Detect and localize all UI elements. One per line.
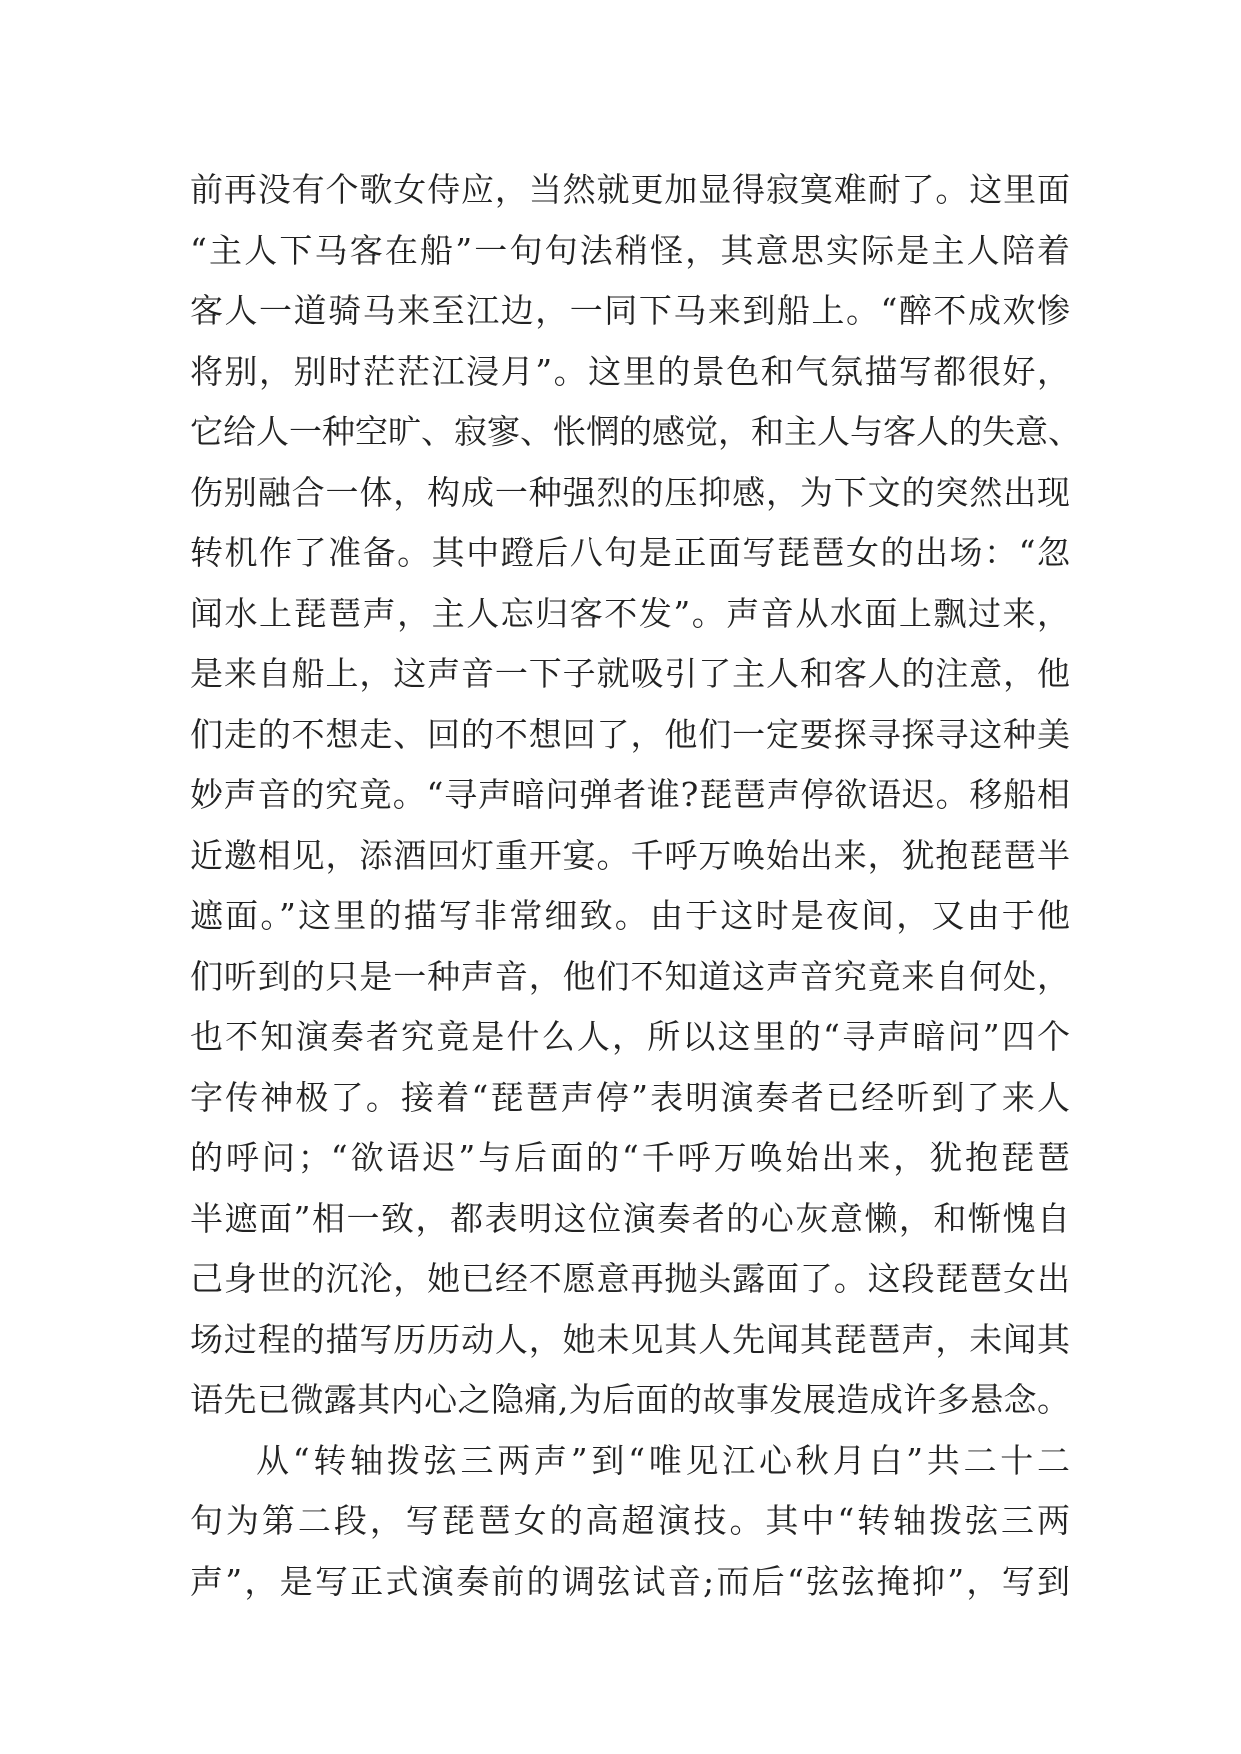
text-line: 己身世的沉沦，她已经不愿意再抛头露面了。这段琵琶女出 <box>190 1259 1070 1298</box>
text-line: 的呼问；“欲语迟”与后面的“千呼万唤始出来，犹抱琵琶 <box>190 1138 1070 1177</box>
text-line: 闻水上琵琶声，主人忘归客不发”。声音从水面上飘过来， <box>190 593 1070 633</box>
text-line: 声”，是写正式演奏前的调弦试音;而后“弦弦掩抑”，写到 <box>190 1561 1070 1601</box>
text-line: 近邀相见，添酒回灯重开宴。千呼万唤始出来，犹抱琵琶半 <box>190 835 1070 875</box>
text-line: 妙声音的究竟。“寻声暗问弹者谁?琵琶声停欲语迟。移船相 <box>190 775 1070 814</box>
text-line: 们走的不想走、回的不想回了，他们一定要探寻探寻这种美 <box>190 714 1070 754</box>
text-line: 是来自船上，这声音一下子就吸引了主人和客人的注意，他 <box>190 654 1070 693</box>
text-line: 客人一道骑马来至江边，一同下马来到船上。“醉不成欢惨 <box>190 291 1070 330</box>
text-line: 字传神极了。接着“琵琶声停”表明演奏者已经听到了来人 <box>190 1077 1070 1117</box>
text-line: 也不知演奏者究竟是什么人，所以这里的“寻声暗问”四个 <box>190 1017 1070 1056</box>
text-line: 半遮面”相一致，都表明这位演奏者的心灰意懒，和惭愧自 <box>190 1198 1070 1238</box>
text-line: 它给人一种空旷、寂寥、怅惘的感觉，和主人与客人的失意、 <box>190 412 1081 451</box>
text-line: 将别，别时茫茫江浸月”。这里的景色和气氛描写都很好， <box>190 351 1070 391</box>
text-line: 语先已微露其内心之隐痛,为后面的故事发展造成许多悬念。 <box>190 1380 1070 1419</box>
paragraph-1 <box>190 160 1081 1431</box>
body-text <box>190 160 1081 1612</box>
text-line: 场过程的描写历历动人，她未见其人先闻其琵琶声，未闻其 <box>190 1319 1070 1359</box>
text-line: 们听到的只是一种声音，他们不知道这声音究竟来自何处， <box>190 956 1070 996</box>
text-line: 遮面。”这里的描写非常细致。由于这时是夜间，又由于他 <box>190 896 1070 935</box>
text-line: 句为第二段，写琵琶女的高超演技。其中“转轴拨弦三两 <box>190 1501 1070 1540</box>
paragraph-2 <box>190 1431 1070 1613</box>
text-line: 从“转轴拨弦三两声”到“唯见江心秋月白”共二十二 <box>256 1440 1070 1480</box>
text-line: 伤别融合一体，构成一种强烈的压抑感，为下文的突然出现 <box>190 472 1070 512</box>
text-line: 转机作了准备。其中蹬后八句是正面写琵琶女的出场：“忽 <box>190 533 1070 572</box>
text-line: 前再没有个歌女侍应，当然就更加显得寂寞难耐了。这里面 <box>190 170 1070 209</box>
text-line: “主人下马客在船”一句句法稍怪，其意思实际是主人陪着 <box>190 230 1070 270</box>
